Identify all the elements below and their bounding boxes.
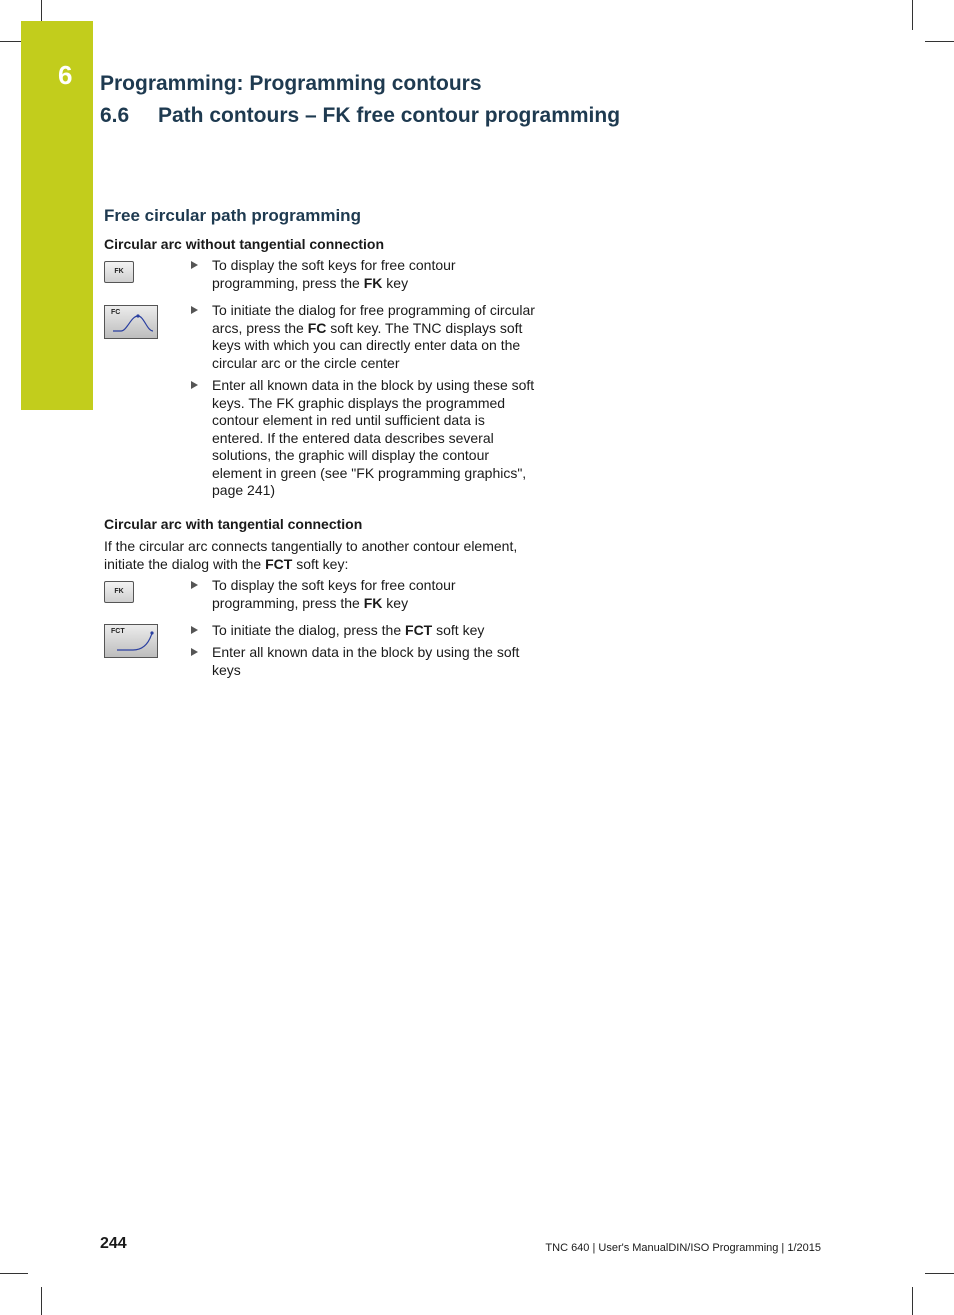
section-title-text: Path contours – FK free contour programming — [158, 104, 621, 127]
step-item: Enter all known data in the block by using the soft keys — [191, 644, 536, 679]
footer-text: TNC 640 | User's ManualDIN/ISO Programming | 1/2015 — [545, 1242, 821, 1254]
page-heading: Free circular path programming — [104, 206, 361, 225]
bullet-arrow-icon — [191, 306, 198, 314]
bullet-arrow-icon — [191, 648, 198, 656]
fct-arc-graphic — [105, 625, 157, 657]
step-item: Enter all known data in the block by using these soft keys. The FK graphic displays the programmed contour element in red until sufficient data is entered. If the entered data describes several solutions, the graphic will display the contour element in green (see "FK programming graphics", page 241) — [191, 377, 536, 500]
subsection-title: Circular arc with tangential connection — [104, 516, 363, 532]
chapter-title: Programming: Programming contours — [100, 72, 482, 95]
fc-arc-graphic — [105, 306, 157, 338]
fct-softkey-icon: FCT — [104, 624, 158, 658]
fk-key-icon: FK — [104, 261, 134, 283]
crop-mark — [912, 0, 913, 30]
bullet-arrow-icon — [191, 381, 198, 389]
step-item: To display the soft keys for free contour programming, press the FK key — [191, 577, 536, 612]
crop-mark — [925, 1273, 954, 1274]
intro-paragraph: If the circular arc connects tangentially to another contour element, initiate the dialog with the FCT soft key: — [104, 538, 518, 572]
step-item: To initiate the dialog, press the FCT soft key — [191, 622, 536, 640]
crop-mark — [925, 41, 954, 42]
section-title — [100, 104, 620, 128]
bullet-arrow-icon — [191, 581, 198, 589]
fk-key-icon: FK — [104, 581, 134, 603]
subsection-title: Circular arc without tangential connection — [104, 236, 385, 252]
crop-mark — [912, 1287, 913, 1315]
bullet-arrow-icon — [191, 626, 198, 634]
step-item: To initiate the dialog for free programming of circular arcs, press the FC soft key. The TNC displays soft keys with which you can directly enter data on the circular arc or the circle center — [191, 302, 536, 372]
bullet-arrow-icon — [191, 261, 198, 269]
fc-softkey-icon: FC — [104, 305, 158, 339]
crop-mark — [0, 1273, 28, 1274]
step-item: To display the soft keys for free contour programming, press the FK key — [191, 257, 536, 292]
page-number: 244 — [100, 1235, 127, 1252]
chapter-tab — [21, 21, 93, 410]
crop-mark — [41, 1287, 42, 1315]
crop-mark — [0, 41, 22, 42]
chapter-number: 6 — [58, 60, 73, 90]
section-number: 6.6 — [100, 104, 130, 127]
crop-mark — [41, 0, 42, 22]
